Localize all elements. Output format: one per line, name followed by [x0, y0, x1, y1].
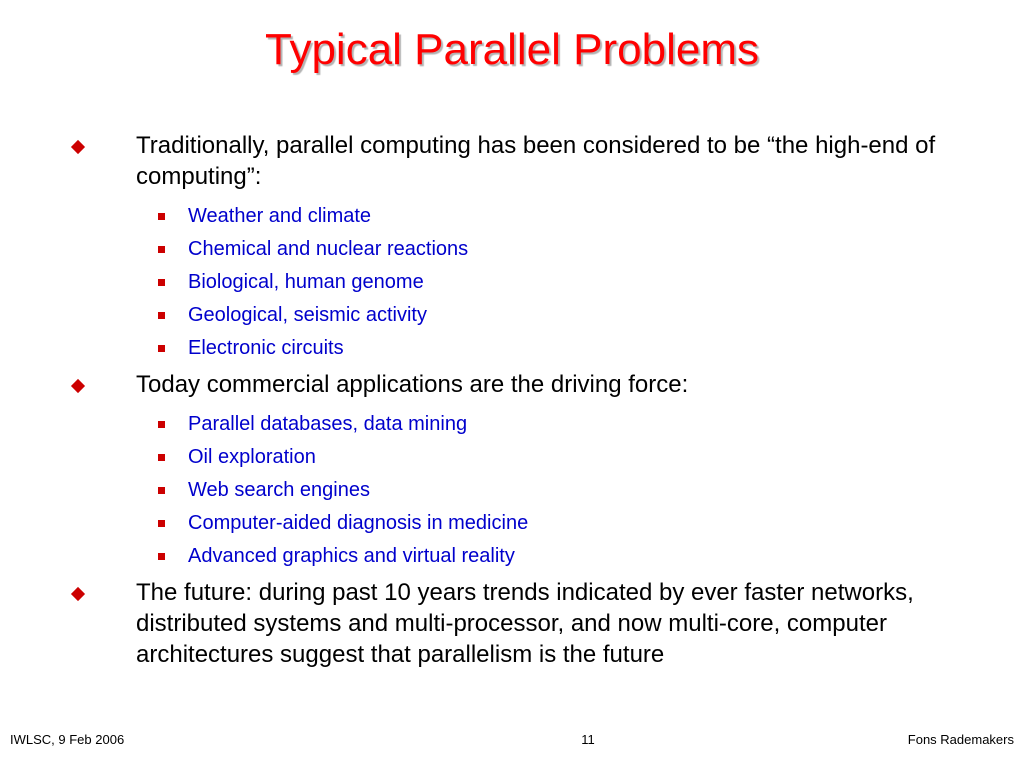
sub-item	[188, 299, 1024, 332]
sub-item-text: Weather and climate	[188, 205, 372, 227]
footer-page-number: 11	[581, 732, 595, 747]
square-bullet-icon	[158, 421, 165, 428]
slide-content	[0, 130, 1024, 670]
diamond-bullet-icon	[71, 587, 85, 601]
square-bullet-icon	[158, 520, 165, 527]
sub-item-text: Computer-aided diagnosis in medicine	[188, 512, 529, 534]
bullet-text: Today commercial applications are the driving force:	[136, 371, 689, 398]
diamond-bullet-icon	[71, 379, 85, 393]
sub-item-text: Web search engines	[188, 479, 370, 501]
sub-item-text: Parallel databases, data mining	[188, 413, 468, 435]
bullet-text: The future: during past 10 years trends indicated by ever faster networks, distributed systems and multi-processor, and now multi-core, computer architectures suggest that parallelism is the future	[136, 579, 914, 668]
sub-item-text: Biological, human genome	[188, 271, 424, 293]
sub-item-text: Chemical and nuclear reactions	[188, 238, 469, 260]
square-bullet-icon	[158, 553, 165, 560]
sub-item	[188, 200, 1024, 233]
square-bullet-icon	[158, 279, 165, 286]
bullet-text: Traditionally, parallel computing has been considered to be “the high-end of computing”:	[136, 132, 936, 190]
bullet-item	[136, 369, 966, 400]
sub-item	[188, 233, 1024, 266]
square-bullet-icon	[158, 312, 165, 319]
square-bullet-icon	[158, 246, 165, 253]
footer-author: Fons Rademakers	[907, 732, 1014, 747]
sub-item	[188, 266, 1024, 299]
sub-list	[0, 200, 1024, 365]
sub-item	[188, 474, 1024, 507]
square-bullet-icon	[158, 213, 165, 220]
sub-item	[188, 332, 1024, 365]
square-bullet-icon	[158, 487, 165, 494]
sub-item-text: Electronic circuits	[188, 337, 344, 359]
bullet-item	[136, 130, 966, 192]
sub-item	[188, 441, 1024, 474]
bullet-item	[136, 577, 966, 670]
slide-title: Typical Parallel Problems	[265, 25, 759, 74]
square-bullet-icon	[158, 345, 165, 352]
sub-item	[188, 507, 1024, 540]
square-bullet-icon	[158, 454, 165, 461]
sub-item-text: Advanced graphics and virtual reality	[188, 545, 515, 567]
diamond-bullet-icon	[71, 140, 85, 154]
sub-item-text: Oil exploration	[188, 446, 316, 468]
sub-item-text: Geological, seismic activity	[188, 304, 427, 326]
sub-item	[188, 540, 1024, 573]
footer-event-date: IWLSC, 9 Feb 2006	[10, 732, 125, 747]
sub-list	[0, 408, 1024, 573]
sub-item	[188, 408, 1024, 441]
